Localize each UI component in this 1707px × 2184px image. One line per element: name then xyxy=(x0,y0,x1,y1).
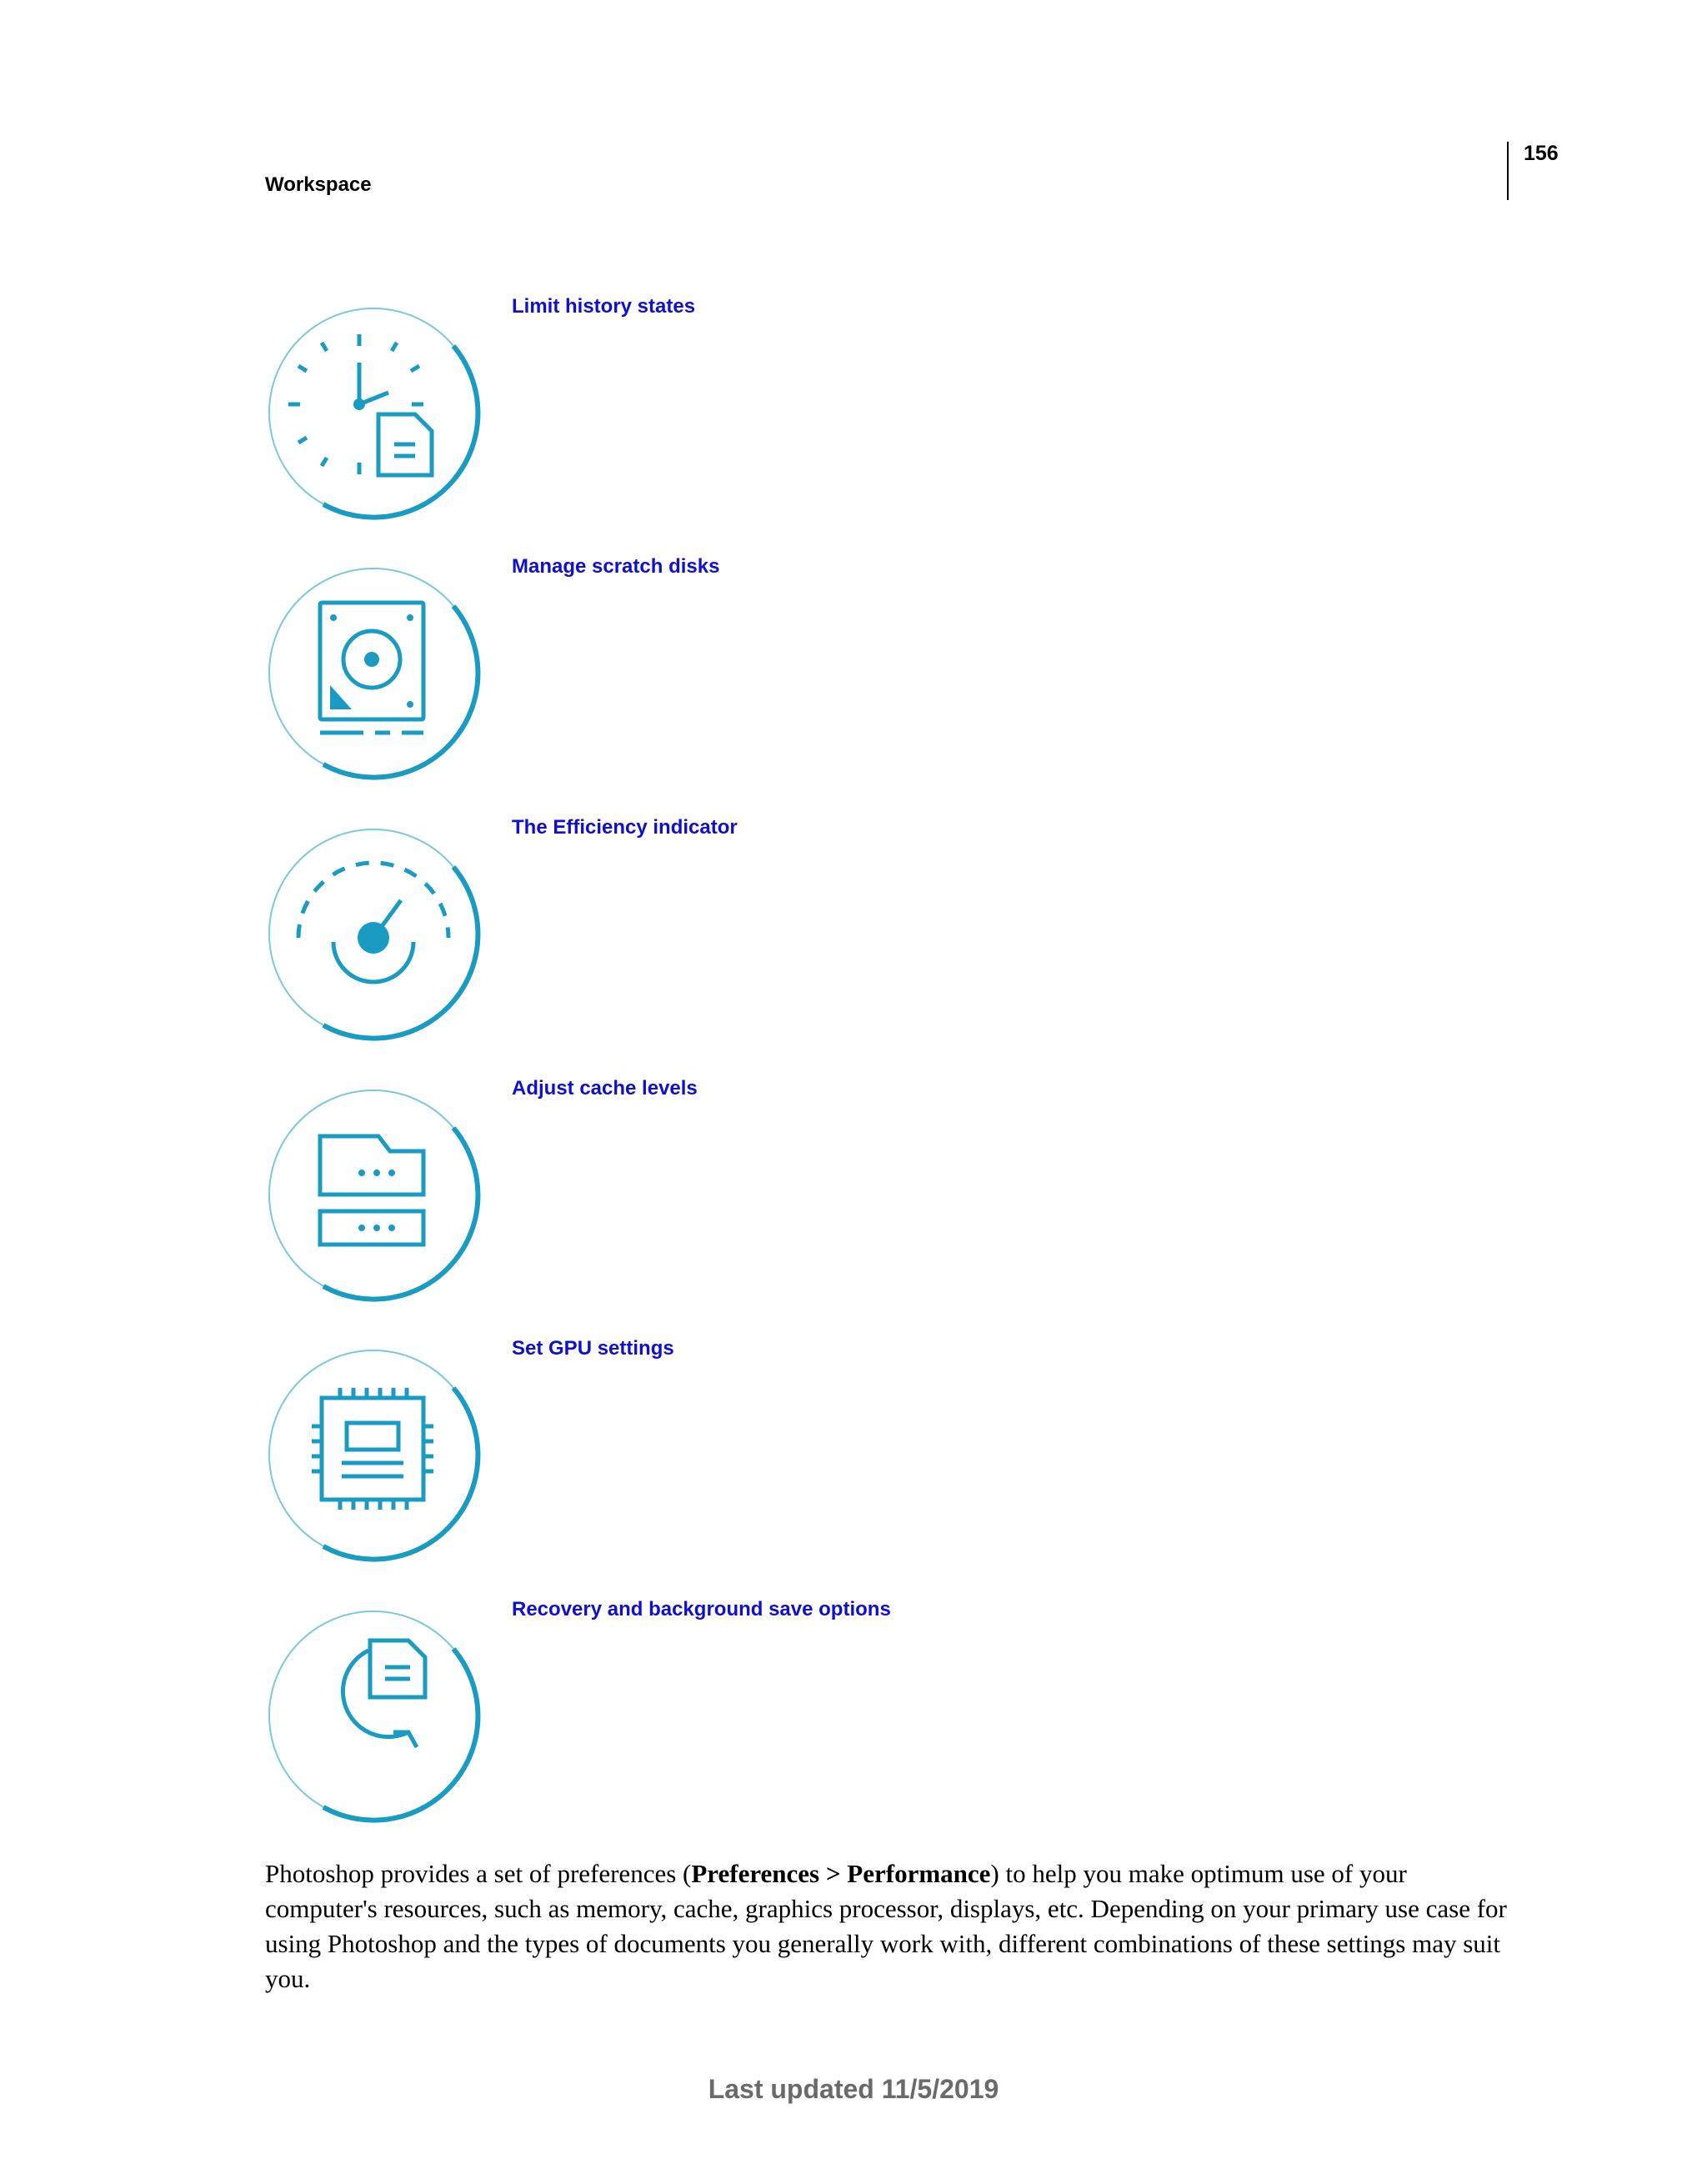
link-limit-history-states[interactable]: Limit history states xyxy=(512,295,696,318)
section-title: Workspace xyxy=(265,173,372,196)
menu-preferences: Preferences xyxy=(691,1859,820,1888)
body-rest: ) to help you make optimum use of your computer's resources, such as memory, cache, graphics processor, displays, etc. Depending on your primary use case for using Photoshop and the types of documents you generally work with, different combinations of these settings may suit you. xyxy=(265,1859,1507,1993)
header-divider xyxy=(1507,142,1509,200)
hard-disk-icon[interactable] xyxy=(265,564,482,781)
page-number: 156 xyxy=(1524,142,1559,165)
gpu-chip-icon[interactable] xyxy=(265,1346,482,1563)
link-set-gpu-settings[interactable]: Set GPU settings xyxy=(512,1337,674,1360)
link-manage-scratch-disks[interactable]: Manage scratch disks xyxy=(512,555,720,578)
link-efficiency-indicator[interactable]: The Efficiency indicator xyxy=(512,816,738,839)
body-intro: Photoshop provides a set of preferences ( xyxy=(265,1859,692,1888)
link-recovery-background-save[interactable]: Recovery and background save options xyxy=(512,1598,891,1620)
menu-separator: > xyxy=(819,1859,848,1888)
gauge-icon[interactable] xyxy=(265,825,482,1042)
link-adjust-cache-levels[interactable]: Adjust cache levels xyxy=(512,1077,698,1100)
body-paragraph xyxy=(265,1856,1515,1996)
cache-folder-icon[interactable] xyxy=(265,1086,482,1303)
recovery-document-icon[interactable] xyxy=(265,1607,482,1824)
clock-document-icon[interactable] xyxy=(265,304,482,521)
menu-performance: Performance xyxy=(847,1859,991,1888)
footer-last-updated: Last updated 11/5/2019 xyxy=(708,2074,999,2104)
